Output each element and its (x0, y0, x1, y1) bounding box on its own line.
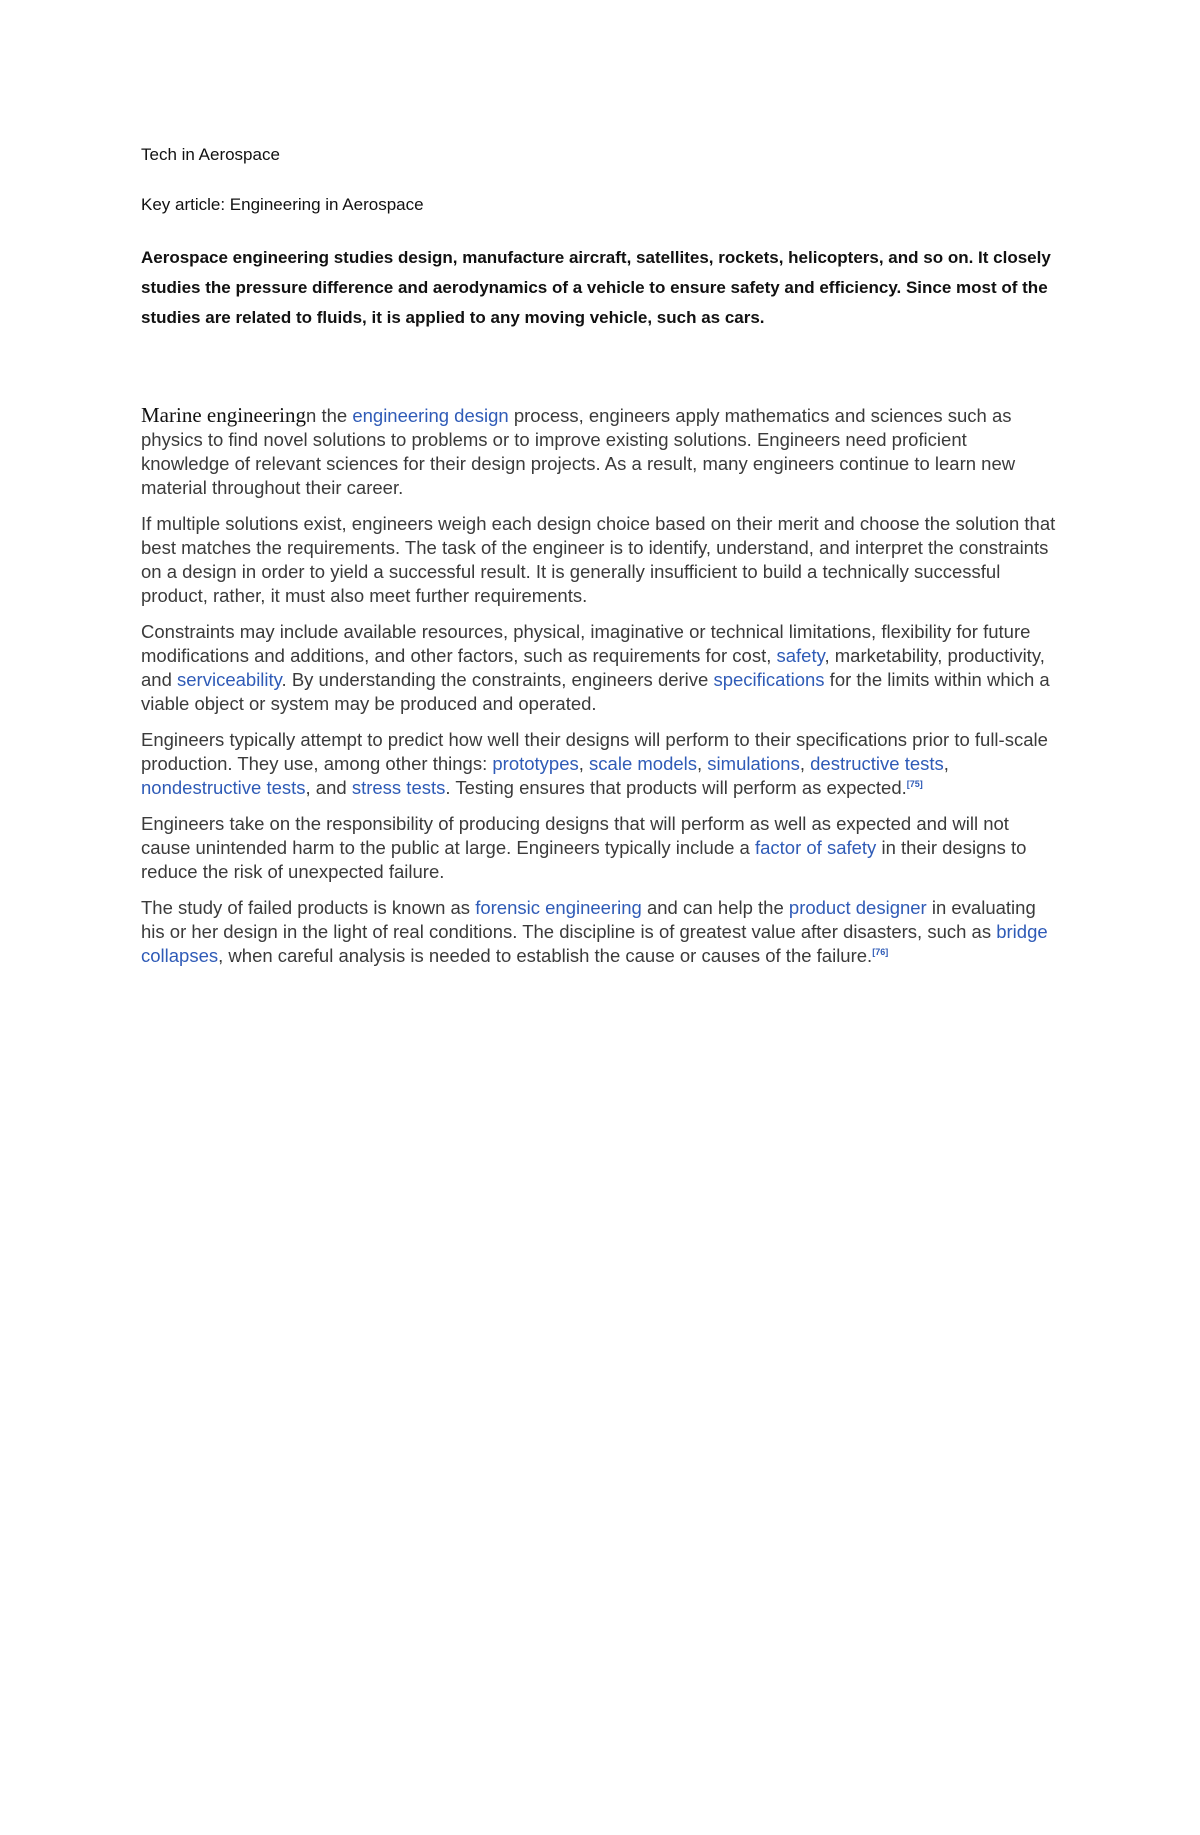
citation-75 (907, 779, 923, 789)
text-span: Constraints may include available resources, physical, imaginative or technical limitations, flexibility for future modifications and additions, and other factors, such as requirements for cost, (141, 621, 1031, 666)
text-span: process, engineers apply mathematics and sciences such as physics to find novel solutions to problems or to improve existing solutions. Engineers need proficient knowledge of relevant sciences for their design projects. As a result, many engineers continue to learn new material throughout their career. (141, 405, 1016, 498)
link-bridge-collapses[interactable]: bridge collapses (141, 921, 1048, 966)
document-title: Tech in Aerospace (141, 145, 280, 164)
link-factor-of-safety[interactable]: factor of safety (754, 837, 877, 858)
text-span: , (943, 753, 949, 774)
link-specifications[interactable]: specifications (713, 669, 825, 690)
text-span: , and (305, 777, 352, 798)
citation-link-75[interactable]: [75] (906, 778, 923, 789)
text-span: . Testing ensures that products will perform as expected. (445, 777, 907, 798)
link-scale-models[interactable]: scale models (589, 753, 698, 774)
link-engineering-design[interactable]: engineering design (352, 405, 509, 426)
text-span: , (697, 753, 708, 774)
link-forensic-engineering[interactable]: forensic engineering (475, 897, 642, 918)
paragraph-testing (141, 728, 1056, 800)
paragraph-constraints (141, 620, 1056, 716)
article-body (141, 403, 1056, 980)
text-span: , (799, 753, 811, 774)
paragraph-design-process (141, 403, 1056, 500)
document-page (141, 0, 1056, 1835)
text-span: in evaluating his or her design in the light of real conditions. The discipline is of greatest value after disasters, such as (141, 897, 1036, 942)
text-span: n the (306, 405, 353, 426)
text-span: The study of failed products is known as (141, 897, 476, 918)
paragraph-responsibility (141, 812, 1056, 884)
link-product-designer[interactable]: product designer (788, 897, 927, 918)
link-stress-tests[interactable]: stress tests (351, 777, 446, 798)
link-destructive-tests[interactable]: destructive tests (810, 753, 944, 774)
citation-link-76[interactable]: [76] (872, 946, 889, 957)
link-simulations[interactable]: simulations (707, 753, 800, 774)
text-span: for the limits within which a viable object or system may be produced and operated. (141, 669, 1050, 714)
link-nondestructive-tests[interactable]: nondestructive tests (141, 777, 306, 798)
text-span: and can help the (641, 897, 789, 918)
text-span: Engineers take on the responsibility of producing designs that will perform as well as expected and will not cause unintended harm to the public at large. Engineers typically include a (141, 813, 1009, 858)
paragraph-multiple-solutions: If multiple solutions exist, engineers weigh each design choice based on their merit and choose the solution that best matches the requirements. The task of the engineer is to identify, understand, and interpret the constraints on a design in order to yield a successful result. It is generally insufficient to build a technically successful product, rather, it must also meet further requirements. (141, 513, 1056, 606)
link-safety[interactable]: safety (776, 645, 825, 666)
link-prototypes[interactable]: prototypes (492, 753, 579, 774)
text-span: . By understanding the constraints, engineers derive (281, 669, 714, 690)
citation-76 (872, 947, 888, 957)
link-serviceability[interactable]: serviceability (177, 669, 282, 690)
paragraph-forensic (141, 896, 1056, 968)
lead-text-marine-engineering: Marine engineering (141, 403, 307, 427)
text-span: , marketability, productivity, and (141, 645, 1045, 690)
intro-paragraph: Aerospace engineering studies design, manufacture aircraft, satellites, rockets, helicopters, and so on. It closely studies the pressure difference and aerodynamics of a vehicle to ensure safety and efficiency. Since most of the studies are related to fluids, it is applied to any moving vehicle, such as cars. (141, 248, 1051, 327)
text-span: in their designs to reduce the risk of unexpected failure. (141, 837, 1027, 882)
text-span: Engineers typically attempt to predict how well their designs will perform to their specifications prior to full-scale production. They use, among other things: (141, 729, 1048, 774)
key-article-line: Key article: Engineering in Aerospace (141, 195, 424, 214)
text-span: , when careful analysis is needed to establish the cause or causes of the failure. (218, 945, 873, 966)
text-span: , (578, 753, 590, 774)
